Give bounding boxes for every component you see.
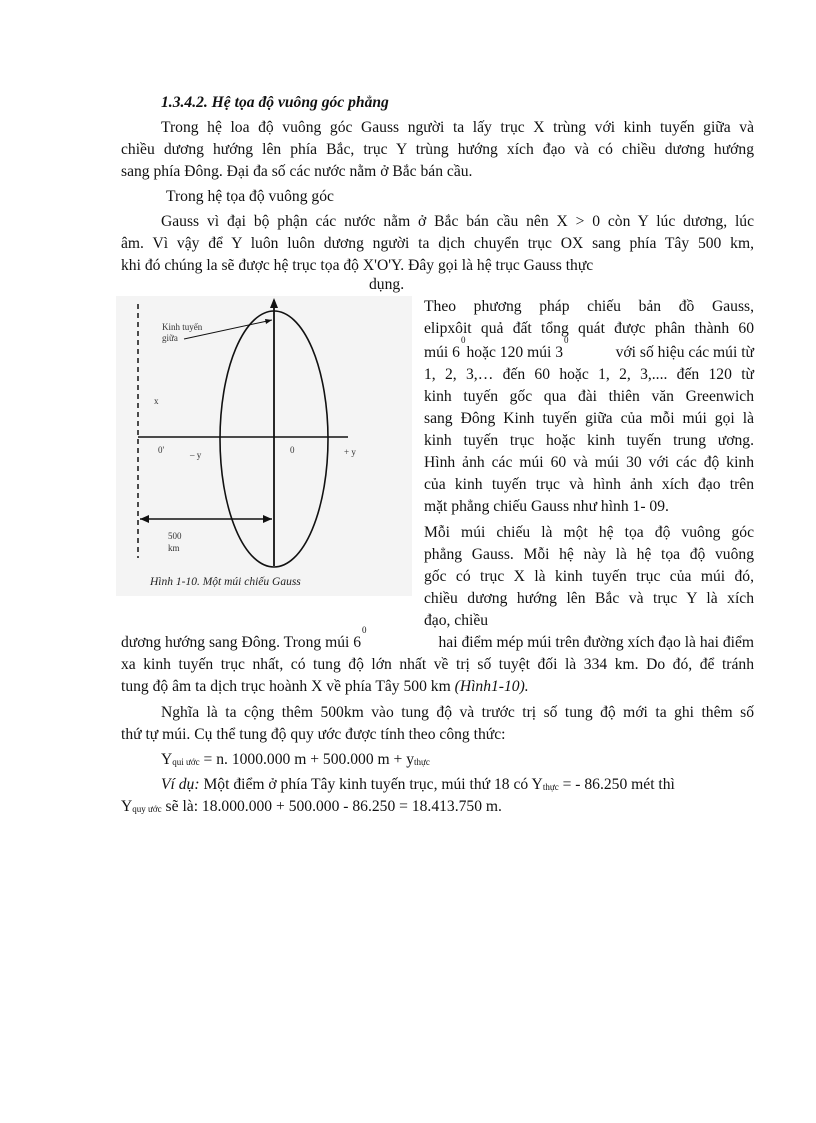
- degree-sup-3: 0: [362, 625, 367, 635]
- right-line-3a: múi 6: [424, 344, 460, 361]
- formula-rest: = n. 1000.000 m + 500.000 m + y: [199, 751, 415, 768]
- figure-caption: Hình 1-10. Một múi chiếu Gauss: [150, 576, 301, 588]
- right-m-line-3: gốc có trục X là kinh tuyến trục của múi đó,: [424, 568, 754, 585]
- degree-sup-2: 0: [564, 335, 569, 345]
- right-line-1: Theo phương pháp chiếu bản đồ Gauss,: [424, 298, 754, 315]
- right-line-4: 1, 2, 3,… đến 60 hoặc 1, 2, 3,.... đến 120 từ: [424, 366, 754, 383]
- label-o-prime: 0': [158, 445, 165, 455]
- para5-line2: thứ tự múi. Cụ thể tung độ quy ước được tính theo công thức:: [121, 726, 506, 743]
- label-o: 0: [290, 445, 295, 455]
- right-line-3b: hoặc 120 múi 3: [466, 344, 564, 361]
- right-m-line-1: Mỗi múi chiếu là một hệ tọa độ vuông góc: [424, 524, 754, 541]
- right-line-3c: với số hiệu các múi từ: [615, 344, 754, 361]
- section-heading: 1.3.4.2. Hệ tọa độ vuông góc phẳng: [161, 94, 389, 111]
- right-line-5: kinh tuyến gốc qua đài thiên văn Greenwich: [424, 388, 754, 405]
- example-line1: [161, 774, 754, 796]
- para1-line3: sang phía Đông. Đại đa số các nước nằm ở Bắc bán cầu.: [121, 163, 473, 180]
- example-line1a: Một điểm ở phía Tây kinh tuyến trục, múi thứ 18 có Y: [199, 776, 543, 793]
- right-line-8: Hình ảnh các múi 60 và múi 30 với các độ kinh: [424, 454, 754, 471]
- formula: [161, 749, 430, 771]
- para4-line1: [121, 625, 754, 655]
- formula-y: Y: [161, 751, 173, 768]
- para5-line1: Nghĩa là ta cộng thêm 500km vào tung độ và trước trị số tung độ mới ta ghi thêm số: [161, 704, 754, 721]
- label-500: 500: [168, 531, 182, 541]
- right-line-7: kinh tuyến trục hoặc kinh tuyến trung ương.: [424, 432, 754, 449]
- formula-sub-qui-uoc: qui ước: [172, 757, 200, 767]
- para4-line1b: hai điểm mép múi trên đường xích đạo là hai điểm: [438, 634, 754, 651]
- example-line2-y: Y: [121, 798, 133, 815]
- formula-sub-thuc: thực: [414, 757, 430, 767]
- para4-line2: xa kinh tuyến trục nhất, có tung độ lớn nhất về trị số tuyệt đối là 334 km. Do đó, để tránh: [121, 656, 754, 673]
- para1-line2: chiều dương hướng lên phía Bắc, trục Y trùng hướng xích đạo và có chiều dương hướng: [121, 141, 754, 158]
- label-meridian-2: giữa: [162, 333, 178, 343]
- para4-line3: [121, 676, 529, 698]
- right-m-line-2: phẳng Gauss. Mỗi hệ này là hệ tọa độ vuông: [424, 546, 754, 563]
- example-label: Ví dụ:: [161, 776, 200, 793]
- para4-line3a: tung độ âm ta dịch trục hoành X về phía Tây 500 km: [121, 678, 451, 695]
- right-line-6: sang Đông Kinh tuyến giữa của mỗi múi gọi là: [424, 410, 754, 427]
- degree-sup-1: 0: [460, 335, 466, 345]
- label-minus-y: – y: [190, 450, 202, 460]
- para3-line1: Gauss vì đại bộ phận các nước nằm ở Bắc bán cầu nên X > 0 còn Y lúc dương, lúc: [161, 213, 754, 230]
- example-sub-quy-uoc: quy ước: [132, 804, 162, 814]
- label-plus-y: + y: [344, 447, 356, 457]
- right-m-line-5: đạo, chiều: [424, 612, 489, 629]
- label-km: km: [168, 543, 180, 553]
- figure-reference: (Hình1-10).: [454, 678, 529, 695]
- right-line-9: của kinh tuyến trục và hình ảnh xích đạo trên: [424, 476, 754, 493]
- right-line-2: elipxôit quả đất tổng quát được phân thành 60: [424, 320, 754, 337]
- para3-line2: âm. Vì vậy để Y luôn luôn dương người ta dịch chuyển trục OX sang phía Tây 500 km,: [121, 235, 754, 252]
- para3-line3: khi đó chúng la sẽ được hệ trục tọa độ X'O'Y. Đây gọi là hệ trục Gauss thực: [121, 257, 594, 274]
- example-line1b: = - 86.250 mét thì: [558, 776, 675, 793]
- example-line2b: sẽ là: 18.000.000 + 500.000 - 86.250 = 18.413.750 m.: [161, 798, 502, 815]
- example-sub-thuc: thực: [542, 782, 559, 792]
- para4-line1a: dương hướng sang Đông. Trong múi 6: [121, 634, 362, 651]
- right-line-10: mặt phẳng chiếu Gauss như hình 1- 09.: [424, 498, 669, 515]
- para3-line4: dụng.: [369, 276, 405, 293]
- example-line2: [121, 796, 502, 818]
- right-m-line-4: chiều dương hướng lên Bắc và trục Y là xích: [424, 590, 754, 607]
- para2: Trong hệ tọa độ vuông góc: [166, 188, 334, 205]
- label-meridian: Kinh tuyến: [162, 322, 203, 332]
- label-x: x: [154, 396, 159, 406]
- gauss-zone-figure: [116, 296, 412, 596]
- right-line-3: [424, 335, 754, 365]
- para1-line1: Trong hệ loa độ vuông góc Gauss người ta lấy trục X trùng với kinh tuyến giữa và: [161, 119, 754, 136]
